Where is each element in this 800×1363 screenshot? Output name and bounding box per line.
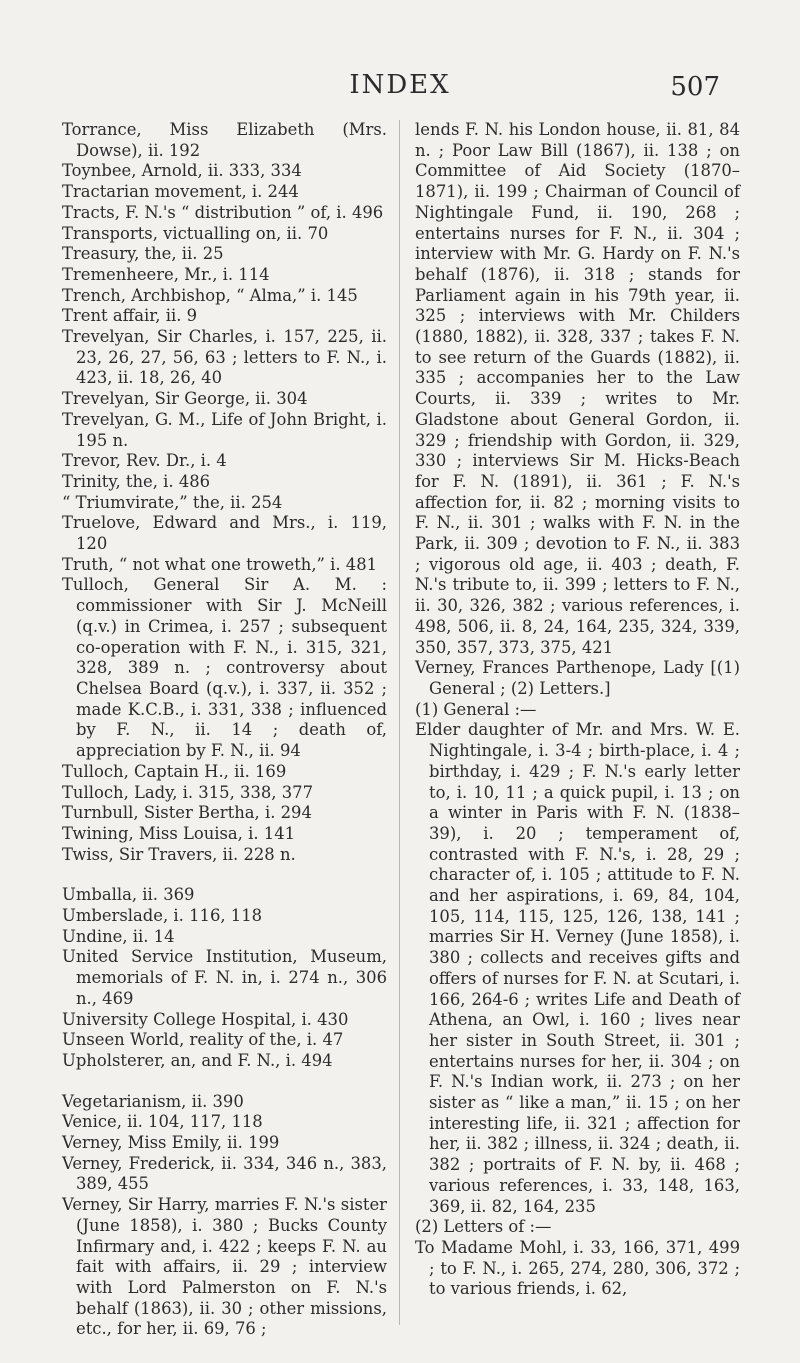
index-entry: Trevelyan, Sir George, ii. 304 <box>62 389 308 409</box>
index-entry: Torrance, Miss Elizabeth (Mrs. Dowse), ii. 192 <box>62 120 387 160</box>
page-number: 507 <box>670 72 720 102</box>
left-column <box>62 120 387 1340</box>
subheading: (1) General :— <box>415 699 537 719</box>
index-entry: Tulloch, General Sir A. M. : commissioner with Sir J. McNeill (q.v.) in Crimea, i. 257 ; subsequent co-operation with F. N., i. 315, 321, 328, 389 n. ; controversy about Chelsea Board (q.v.), i. 337, ii. 352 ; made K.C.B., i. 331, 338 ; influenced by F. N., ii. 14 ; death of, appreciation by F. N., ii. 94 <box>62 575 387 761</box>
section-gap <box>62 1072 387 1092</box>
index-entry: Verney, Frederick, ii. 334, 346 n., 383, 389, 455 <box>62 1153 387 1194</box>
index-entry: United Service Institution, Museum, memorials of F. N. in, i. 274 n., 306 n., 469 <box>62 947 387 1008</box>
index-entry: Trent affair, ii. 9 <box>62 306 198 326</box>
column-divider <box>399 120 400 1325</box>
page-title: INDEX <box>349 70 451 100</box>
index-group-t <box>62 120 387 865</box>
index-entry: Trinity, the, i. 486 <box>62 471 211 491</box>
index-entry: Tremenheere, Mr., i. 114 <box>62 264 270 284</box>
index-entry: Tractarian movement, i. 244 <box>62 182 299 202</box>
index-entry: Toynbee, Arnold, ii. 333, 334 <box>62 161 302 181</box>
section-gap <box>62 865 387 885</box>
index-entry: Twiss, Sir Travers, ii. 228 n. <box>62 844 296 864</box>
index-entry: To Madame Mohl, i. 33, 166, 371, 499 ; to F. N., i. 265, 274, 280, 306, 372 ; to various friends, i. 62, <box>415 1237 740 1299</box>
index-entry: Venice, ii. 104, 117, 118 <box>62 1112 263 1132</box>
page-header <box>0 70 800 110</box>
index-entry: Elder daughter of Mr. and Mrs. W. E. Nightingale, i. 3-4 ; birth-place, i. 4 ; birthday, i. 429 ; F. N.'s early letter to, i. 10, 11 ; a quick pupil, i. 13 ; on a winter in Paris with F. N. (1838–39), i. 20 ; temperament of, contrasted with F. N.'s, i. 28, 29 ; character of, i. 105 ; attitude to F. N. and her aspirations, i. 69, 84, 104, 105, 114, 115, 125, 126, 138, 141 ; marries Sir H. Verney (June 1858), i. 380 ; collects and receives gifts and offers of nurses for F. N. at Scutari, i. 166, 264-6 ; writes Life and Death of Athena, an Owl, i. 160 ; lives near her sister in South Street, ii. 301 ; entertains nurses for her, ii. 304 ; on F. N.'s Indian work, ii. 273 ; on her sister as “ like a man,” ii. 15 ; on her interesting life, ii. 321 ; affection for her, ii. 382 ; illness, ii. 324 ; death, ii. 382 ; portraits of F. N. by, ii. 468 ; various references, i. 33, 148, 163, 369, ii. 82, 164, 235 <box>415 720 740 1216</box>
index-entry: Vegetarianism, ii. 390 <box>62 1091 244 1111</box>
index-entry: Verney, Miss Emily, ii. 199 <box>62 1133 280 1153</box>
index-entry: Truth, “ not what one troweth,” i. 481 <box>62 554 378 574</box>
index-entry: Undine, ii. 14 <box>62 926 175 946</box>
subheading: (2) Letters of :— <box>415 1217 552 1237</box>
index-entry: Verney, Frances Parthenope, Lady [(1) General ; (2) Letters.] <box>415 658 740 698</box>
index-entry: “ Triumvirate,” the, ii. 254 <box>62 492 283 512</box>
index-entry: Twining, Miss Louisa, i. 141 <box>62 823 296 843</box>
index-entry: Trevelyan, G. M., Life of John Bright, i. 195 n. <box>62 409 387 450</box>
index-entry: Treasury, the, ii. 25 <box>62 244 224 264</box>
index-entry: Tulloch, Captain H., ii. 169 <box>62 761 287 781</box>
index-entry: Truelove, Edward and Mrs., i. 119, 120 <box>62 513 387 554</box>
index-entry: University College Hospital, i. 430 <box>62 1009 349 1029</box>
index-group-u <box>62 885 387 1071</box>
index-entry: Trevor, Rev. Dr., i. 4 <box>62 451 227 471</box>
index-entry: Unseen World, reality of the, i. 47 <box>62 1030 344 1050</box>
index-entry: Tracts, F. N.'s “ distribution ” of, i. 496 <box>62 202 384 222</box>
index-group-v <box>62 1092 387 1340</box>
index-entry: Turnbull, Sister Bertha, i. 294 <box>62 803 312 823</box>
index-entry: Trevelyan, Sir Charles, i. 157, 225, ii. 23, 26, 27, 56, 63 ; letters to F. N., i. 423, ii. 18, 26, 40 <box>62 327 387 388</box>
index-entry: Umballa, ii. 369 <box>62 885 195 905</box>
right-column <box>415 120 740 1300</box>
index-entry: Tulloch, Lady, i. 315, 338, 377 <box>62 782 314 802</box>
index-entry: Verney, Sir Harry, marries F. N.'s sister (June 1858), i. 380 ; Bucks County Infirmary and, i. 422 ; keeps F. N. au fait with affairs, ii. 29 ; interview with Lord Palmerston on F. N.'s behalf (1863), ii. 30 ; other missions, etc., for her, ii. 69, 76 ; <box>62 1195 387 1339</box>
index-entry: Upholsterer, an, and F. N., i. 494 <box>62 1050 333 1070</box>
index-entry-continued: lends F. N. his London house, ii. 81, 84 n. ; Poor Law Bill (1867), ii. 138 ; on Committee of Aid Society (1870–1871), ii. 199 ; Chairman of Council of Nightingale Fund, ii. 190, 268 ; entertains nurses for F. N., ii. 304 ; interview with Mr. G. Hardy on F. N.'s behalf (1876), ii. 318 ; stands for Parliament again in his 79th year, ii. 325 ; interviews with Mr. Childers (1880, 1882), ii. 328, 337 ; takes F. N. to see return of the Guards (1882), ii. 335 ; accompanies her to the Law Courts, ii. 339 ; writes to Mr. Gladstone about General Gordon, ii. 329 ; friendship with Gordon, ii. 329, 330 ; interviews Sir M. Hicks-Beach for F. N. (1891), ii. 361 ; F. N.'s affection for, ii. 82 ; morning visits to F. N., ii. 301 ; walks with F. N. in the Park, ii. 309 ; devotion to F. N., ii. 383 ; vigorous old age, ii. 403 ; death, F. N.'s tribute to, ii. 399 ; letters to F. N., ii. 30, 326, 382 ; various references, i. 498, 506, ii. 8, 24, 164, 235, 324, 339, 350, 357, 373, 375, 421 <box>415 120 740 657</box>
index-entry: Transports, victualling on, ii. 70 <box>62 223 329 243</box>
index-entry: Trench, Archbishop, “ Alma,” i. 145 <box>62 285 358 305</box>
index-entry: Umberslade, i. 116, 118 <box>62 906 263 926</box>
